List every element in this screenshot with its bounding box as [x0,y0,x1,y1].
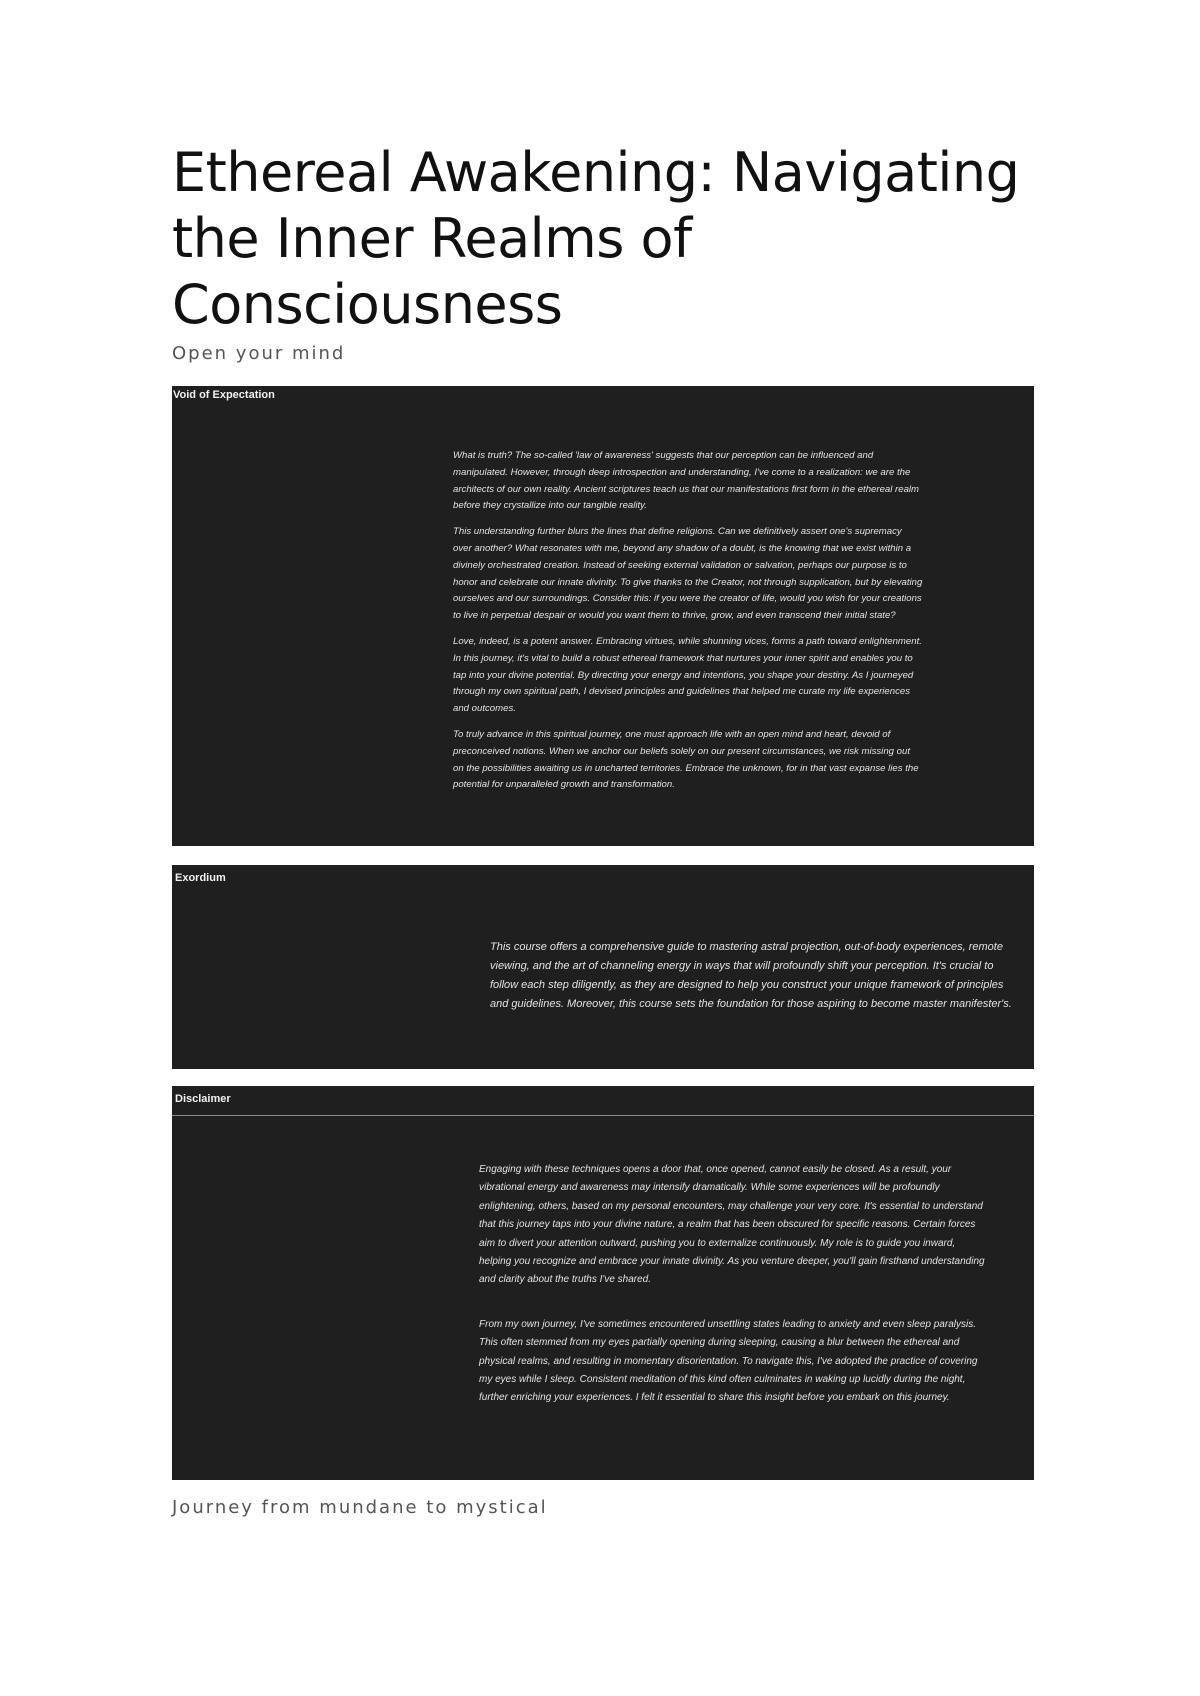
section-exordium [172,865,1034,1069]
section-void-of-expectation [172,386,1034,846]
footer-tagline: Journey from mundane to mystical [172,1497,548,1518]
section-heading: Void of Expectation [173,389,275,401]
page-subtitle: Open your mind [172,343,346,364]
section-body [453,448,923,803]
paragraph: To truly advance in this spiritual journey, one must approach life with an open mind and heart, devoid of preconceived notions. When we anchor our beliefs solely on our present circumstances, we risk missing out on the possibilities awaiting us in uncharted territories. Embrace the unknown, for in that vast expanse lies the potential for unparalleled growth and transformation. [453,728,919,791]
paragraph: This understanding further blurs the lines that define religions. Can we definitively assert one's supremacy over another? What resonates with me, beyond any shadow of a doubt, is the knowing that we exist within a divinely orchestrated creation. Instead of seeking external validation or salvation, perhaps our purpose is to honor and celebrate our innate divinity. To give thanks to the Creator, not through supplication, but by elevating ourselves and our surroundings. Consider this: if you were the creator of life, would you wish for your creations to live in perpetual despair or would you want them to thrive, grow, and even transcend their initial state? [453,526,923,622]
paragraph: What is truth? The so-called 'law of awareness' suggests that our perception can be influenced and manipulated. However, through deep introspection and understanding, I've come to a realization: we are the architects of our own reality. Ancient scriptures teach us that our manifestations first form in the ethereal realm before they crystallize into our tangible reality. [453,450,920,512]
paragraph: Engaging with these techniques opens a door that, once opened, cannot easily be closed. As a result, your vibrational energy and awareness may intensify dramatically. While some experiences will be profoundly enlightening, others, based on my personal encounters, may challenge your very core. It's essential to understand that this journey taps into your divine nature, a realm that has been obscured for specific reasons. Certain forces aim to divert your attention outward, pushing you to externalize continuously. My role is to guide you inward, helping you recognize and embrace your innate divinity. As you venture deeper, you'll gain firsthand understanding and clarity about the truths I've shared. [479,1164,985,1286]
paragraph: This course offers a comprehensive guide to mastering astral projection, out-of-body experiences, remote viewing, and the art of channeling energy in ways that will profoundly shift your perception. It's crucial to follow each step diligently, as they are designed to help you construct your unique framework of principles and guidelines. Moreover, this course sets the foundation for those aspiring to become master manifester's. [490,941,1012,1010]
section-heading: Exordium [175,872,226,884]
section-body [490,938,1015,1023]
section-heading: Disclaimer [175,1093,231,1105]
paragraph: Love, indeed, is a potent answer. Embracing virtues, while shunning vices, forms a path toward enlightenment. In this journey, it's vital to build a robust ethereal framework that nurtures your inner spirit and enables you to tap into your divine potential. By directing your energy and intentions, you shape your destiny. As I journeyed through my own spiritual path, I devised principles and guidelines that helped me curate my life experiences and outcomes. [453,635,922,715]
paragraph: From my own journey, I've sometimes encountered unsettling states leading to anxiety and even sleep paralysis. This often stemmed from my eyes partially opening during sleeping, causing a blur between the ethereal and physical realms, and resulting in momentary disorientation. To navigate this, I've adopted the practice of covering my eyes while I sleep. Consistent meditation of this kind often culminates in waking up lucidly during the night, further enriching your experiences. I felt it essential to share this insight before you embark on this journey. [479,1318,978,1404]
section-disclaimer [172,1086,1034,1480]
divider [172,1115,1034,1116]
page-title: Ethereal Awakening: Navigating the Inner Realms of Consciousness [172,141,1020,336]
section-body [479,1161,989,1434]
